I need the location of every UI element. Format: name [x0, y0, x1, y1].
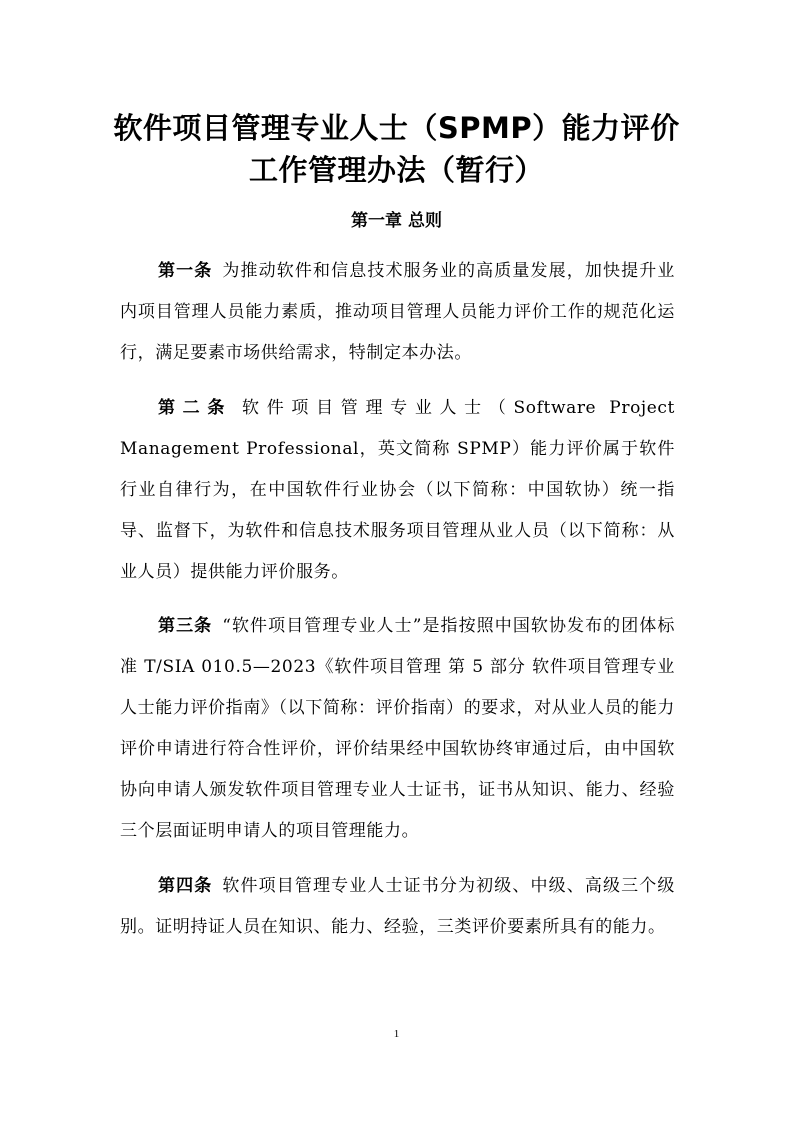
article-4-text: 软件项目管理专业人士证书分为初级、中级、高级三个级别。证明持证人员在知识、能力、经验，三类评价要素所具有的能力。 [120, 876, 676, 937]
article-3-text: “软件项目管理专业人士”是指按照中国软协发布的团体标准 T/SIA 010.5—2023《软件项目管理 第 5 部分 软件项目管理专业人士能力评价指南》（以下简称：评价指南）的要求，对从业人员的能力评价申请进行符合性评价，评价结果经中国软协终审通过后，由中国软协向申请人颁发软件项目管理专业人士证书，证书从知识、能力、经验三个层面证明申请人的项目管理能力。 [120, 616, 675, 841]
document-title-line-2: 工作管理办法（暂行） [248, 153, 544, 187]
article-4-label: 第四条 [158, 876, 213, 896]
article-2-label: 第二条 [158, 398, 233, 418]
chapter-heading: 第一章 总则 [351, 211, 442, 231]
article-2-text: 软件项目管理专业人士（Software Project Management Professional，英文简称 SPMP）能力评价属于软件行业自律行为，在中国软件行业协会（以下简称：中国软协）统一指导、监督下，为软件和信息技术服务项目管理从业人员（以下简称：从业人员）提供能力评价服务。 [120, 398, 675, 582]
article-1 [120, 251, 675, 374]
document-title-line-1: 软件项目管理专业人士（SPMP）能力评价 [113, 111, 680, 145]
article-2 [120, 388, 675, 593]
page-number: 1 [393, 1028, 400, 1040]
article-1-label: 第一条 [158, 261, 213, 281]
article-3-label: 第三条 [158, 616, 213, 636]
article-3 [120, 606, 675, 852]
article-1-text: 为推动软件和信息技术服务业的高质量发展，加快提升业内项目管理人员能力素质，推动项目管理人员能力评价工作的规范化运行，满足要素市场供给需求，特制定本办法。 [120, 261, 676, 363]
article-4 [120, 866, 675, 948]
